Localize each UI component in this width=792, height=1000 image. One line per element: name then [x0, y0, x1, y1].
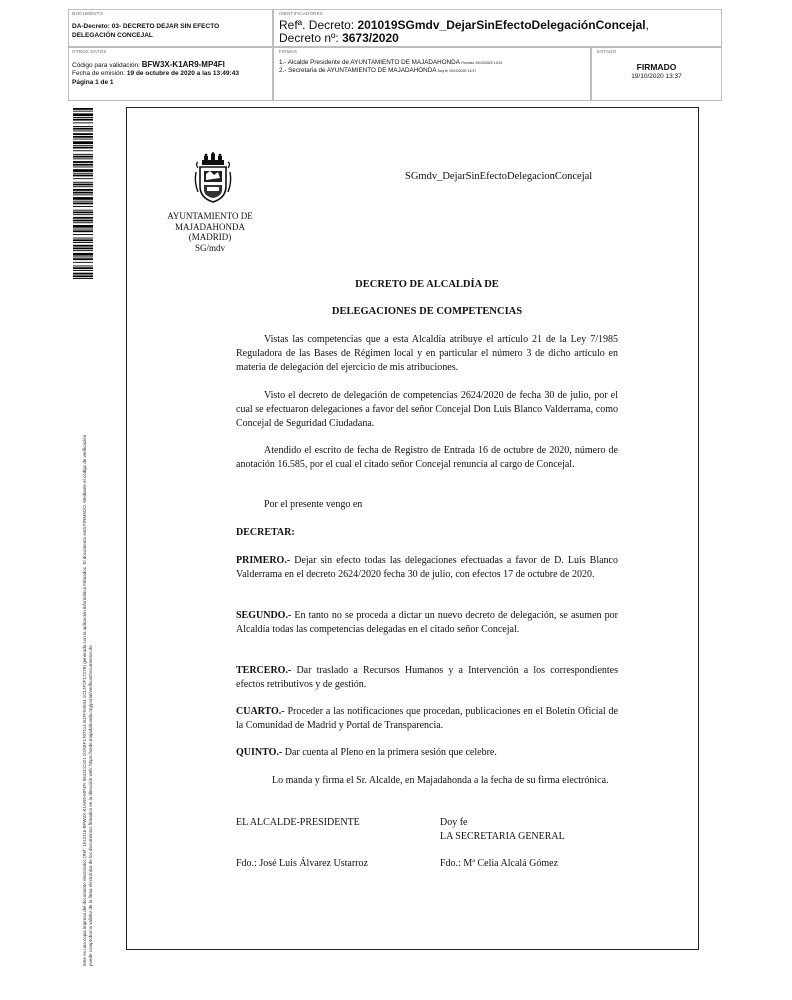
clause-primero — [236, 554, 618, 582]
codigo-prefix: Código para validación: — [72, 61, 142, 69]
barcode-bar — [73, 175, 93, 177]
barcode-bar — [73, 217, 93, 219]
barcode-bar — [73, 206, 93, 207]
fecha-prefix: Fecha de emisión: — [72, 70, 127, 77]
header-estado-box — [591, 47, 722, 101]
firma-1 — [279, 59, 585, 68]
barcode-bar — [73, 197, 93, 200]
primero-text: Dejar sin efecto todas las delegaciones efectuadas a favor de D. Luis Blanco Valderrama en el decreto 2624/2020 fecha 30 de julio, con efectos 17 de octubre de 2020. — [236, 555, 618, 580]
barcode-bar — [73, 248, 93, 250]
otros-datos-label: OTROS DATOS — [72, 49, 107, 54]
firma-1-date: Firmado 19/10/2020 13:31 — [461, 60, 503, 65]
barcode-bar — [73, 253, 93, 256]
firma-2-date: Doy fe 19/10/2020 13:37 — [437, 69, 477, 73]
barcode-bar — [73, 230, 93, 232]
barcode-bar — [73, 258, 93, 260]
barcode-bar — [73, 238, 93, 239]
header-firmas-box — [273, 47, 591, 101]
ref-prefix: Refª. Decreto: — [279, 17, 358, 32]
ayto-line-3: (MADRID) — [188, 232, 232, 242]
barcode-bar — [73, 117, 93, 118]
cuarto-text: Proceder a las notificaciones que procedan, publicaciones en el Boletín Oficial de la Comunidad de Madrid y Portal de Transparencia. — [236, 706, 618, 731]
side-verification-note — [82, 286, 94, 966]
barcode-bar — [73, 234, 93, 235]
paragraph-vistas: Vistas las competencias que a esta Alcaldía atribuye el artículo 21 de la Ley 7/1985 Reguladora de las Bases de Régimen local y en particular el número 3 de dicho artículo en materia de delegación del ejercicio de mis atribuciones. — [236, 334, 618, 373]
primero-label: PRIMERO.- — [236, 555, 291, 566]
barcode-bar — [73, 267, 93, 269]
barcode-bar — [73, 186, 93, 187]
decree-title-line-1: DECRETO DE ALCALDÍA DE — [355, 279, 499, 290]
signature-left-role: EL ALCALDE-PRESIDENTE — [236, 817, 360, 828]
barcode-bar — [73, 145, 93, 146]
barcode-bar — [73, 225, 93, 228]
clause-tercero — [236, 664, 618, 692]
firma-1-text: 1.- Alcalde Presidente de AYUNTAMIENTO DE MAJADAHONDA — [279, 58, 460, 66]
pagina-value: Página 1 de 1 — [72, 78, 114, 86]
barcode-bar — [73, 192, 93, 194]
decreto-prefix: Decreto nº: — [279, 30, 343, 45]
barcode-bar — [73, 239, 93, 241]
ref-suffix: , — [645, 17, 649, 32]
clause-quinto — [236, 746, 618, 760]
barcode-bar — [73, 184, 93, 186]
barcode-bar — [73, 275, 93, 277]
barcode-bar — [73, 147, 93, 149]
paragraph-visto: Visto el decreto de delegación de competencias 2624/2020 de fecha 30 de julio, por el cual se efectuaron delegaciones a favor del señor Concejal Don Luis Blanco Valderrama, como Concejal de Seguridad Ciudadana. — [236, 390, 618, 429]
identificadores-value — [279, 19, 716, 45]
barcode-bar — [73, 212, 93, 214]
pagina-indicator — [72, 79, 269, 88]
barcode-bar — [73, 167, 93, 168]
codigo-value: BFW3X-K1AR9-MP4FI — [141, 59, 225, 69]
barcode-bar — [73, 273, 93, 275]
documento-value — [72, 22, 269, 40]
quinto-label: QUINTO.- — [236, 747, 283, 758]
barcode-bar — [73, 128, 93, 130]
barcode-bar — [73, 126, 93, 127]
barcode-bar — [73, 169, 93, 172]
cuarto-label: CUARTO.- — [236, 706, 285, 717]
decree-title-line-2: DELEGACIONES DE COMPETENCIAS — [331, 306, 523, 317]
barcode-bar — [73, 154, 93, 155]
vertical-barcode — [73, 108, 93, 280]
codigo-validacion — [72, 61, 269, 71]
barcode-bar — [73, 245, 93, 247]
side-note-line-1: Este es una copia impresa del documento electrónico (Ref: 1512116 BFW3X-K1AR9-MP4FI 9643CC321 D2AEF1707114 B1FF04934 1C17F2F1727B) generada con la aplicación informática Firmadoc. El documento está FIRMADO. Mediante el código de verificación — [82, 434, 87, 966]
barcode-bar — [73, 158, 93, 159]
barcode-bar — [73, 270, 93, 271]
decretar-heading: DECRETAR: — [236, 527, 295, 538]
barcode-bar — [73, 141, 93, 144]
fecha-value: 19 de octubre de 2020 a las 13:49:43 — [126, 70, 239, 77]
estado-date: 19/10/2020 13:37 — [631, 72, 682, 80]
signature-right-name: Fdo.: Mª Celia Alcalá Gómez — [440, 858, 559, 869]
documento-line-2: DELEGACIÓN CONCEJAL — [72, 31, 153, 39]
barcode-bar — [73, 164, 93, 166]
barcode-bar — [73, 131, 93, 132]
header-otros-datos-box — [68, 47, 273, 101]
estado-value: FIRMADO — [636, 61, 677, 72]
barcode-bar — [73, 242, 93, 243]
barcode-bar — [73, 222, 93, 223]
barcode-bar — [73, 136, 93, 138]
barcode-bar — [73, 156, 93, 158]
barcode-bar — [73, 266, 93, 267]
barcode-bar — [73, 119, 93, 121]
barcode-bar — [73, 108, 93, 110]
clause-segundo — [236, 609, 618, 637]
ref-value: 201019SGmdv_DejarSinEfectoDelegaciónConcejal — [357, 17, 646, 32]
barcode-bar — [73, 122, 93, 123]
signature-right-role: LA SECRETARIA GENERAL — [440, 831, 565, 842]
tercero-text: Dar traslado a Recursos Humanos y a Intervención a los correspondientes efectos retributivos y de gestión. — [236, 665, 618, 690]
firma-2 — [279, 67, 585, 76]
ayto-line-1: AYUNTAMIENTO DE — [167, 211, 253, 221]
barcode-bar — [73, 161, 93, 163]
header-identificadores-box — [273, 9, 722, 47]
segundo-text: En tanto no se proceda a dictar un nuevo decreto de delegación, se asumen por Alcaldía todas las competencias delegadas en el citado señor Concejal. — [236, 610, 618, 635]
barcode-bar — [73, 133, 93, 135]
document-code-reference: SGmdv_DejarSinEfectoDelegacionConcejal — [405, 171, 593, 182]
barcode-bar — [73, 229, 93, 230]
barcode-bar — [73, 262, 93, 263]
barcode-bar — [73, 220, 93, 222]
decreto-number: 3673/2020 — [342, 30, 399, 45]
segundo-label: SEGUNDO.- — [236, 610, 292, 621]
paragraph-atendido: Atendido el escrito de fecha de Registro de Entrada 16 de octubre de 2020, número de anotación 16.585, por el cual el citado señor Concejal renuncia al cargo de Concejal. — [236, 445, 618, 470]
barcode-bar — [73, 257, 93, 258]
ayto-line-4: SG/mdv — [194, 242, 225, 253]
quinto-text: Dar cuenta al Pleno en la primera sesión que celebre. — [282, 747, 497, 758]
barcode-bar — [73, 150, 93, 151]
barcode-bar — [73, 178, 93, 179]
fecha-emision — [72, 70, 269, 79]
firmas-label: FIRMAS — [279, 49, 298, 54]
estado-label: ESTADO — [597, 49, 617, 54]
barcode-bar — [73, 194, 93, 195]
firma-2-text: 2.- Secretaria de AYUNTAMIENTO DE MAJADAHONDA — [279, 67, 437, 74]
barcode-bar — [73, 214, 93, 215]
documento-line-1: DA-Decreto: 03- DECRETO DEJAR SIN EFECTO — [72, 22, 220, 30]
barcode-bar — [73, 250, 93, 251]
paragraph-presente: Por el presente vengo en — [264, 499, 363, 510]
barcode-bar — [73, 210, 93, 211]
identificadores-label: IDENTIFICADORES — [279, 11, 324, 16]
municipal-crest-icon — [192, 152, 234, 204]
side-note-line-2: puede comprobar la validez de la firma electrónica de los documentos firmados en la dirección web: https://sede.majadahonda.org/portal/verificarDocumentos.do — [87, 645, 93, 966]
barcode-bar — [73, 203, 93, 205]
barcode-bar — [73, 113, 93, 116]
signature-right-doyfe: Doy fe — [440, 817, 468, 828]
header-documento-box — [68, 9, 273, 47]
signature-left-name: Fdo.: José Luis Álvarez Ustarroz — [236, 858, 368, 869]
tercero-label: TERCERO.- — [236, 665, 292, 676]
barcode-bar — [73, 173, 93, 174]
closing-paragraph: Lo manda y firma el Sr. Alcalde, en Majadahonda a la fecha de su firma electrónica. — [272, 775, 609, 786]
barcode-bar — [73, 139, 93, 140]
barcode-bar — [73, 201, 93, 202]
barcode-bar — [73, 111, 93, 112]
clause-cuarto — [236, 705, 618, 733]
barcode-bar — [73, 278, 93, 279]
documento-label: DOCUMENTO — [72, 11, 104, 16]
barcode-bar — [73, 189, 93, 191]
barcode-bar — [73, 182, 93, 183]
ayuntamiento-heading — [160, 211, 260, 253]
ayto-line-2: MAJADAHONDA — [174, 221, 245, 232]
